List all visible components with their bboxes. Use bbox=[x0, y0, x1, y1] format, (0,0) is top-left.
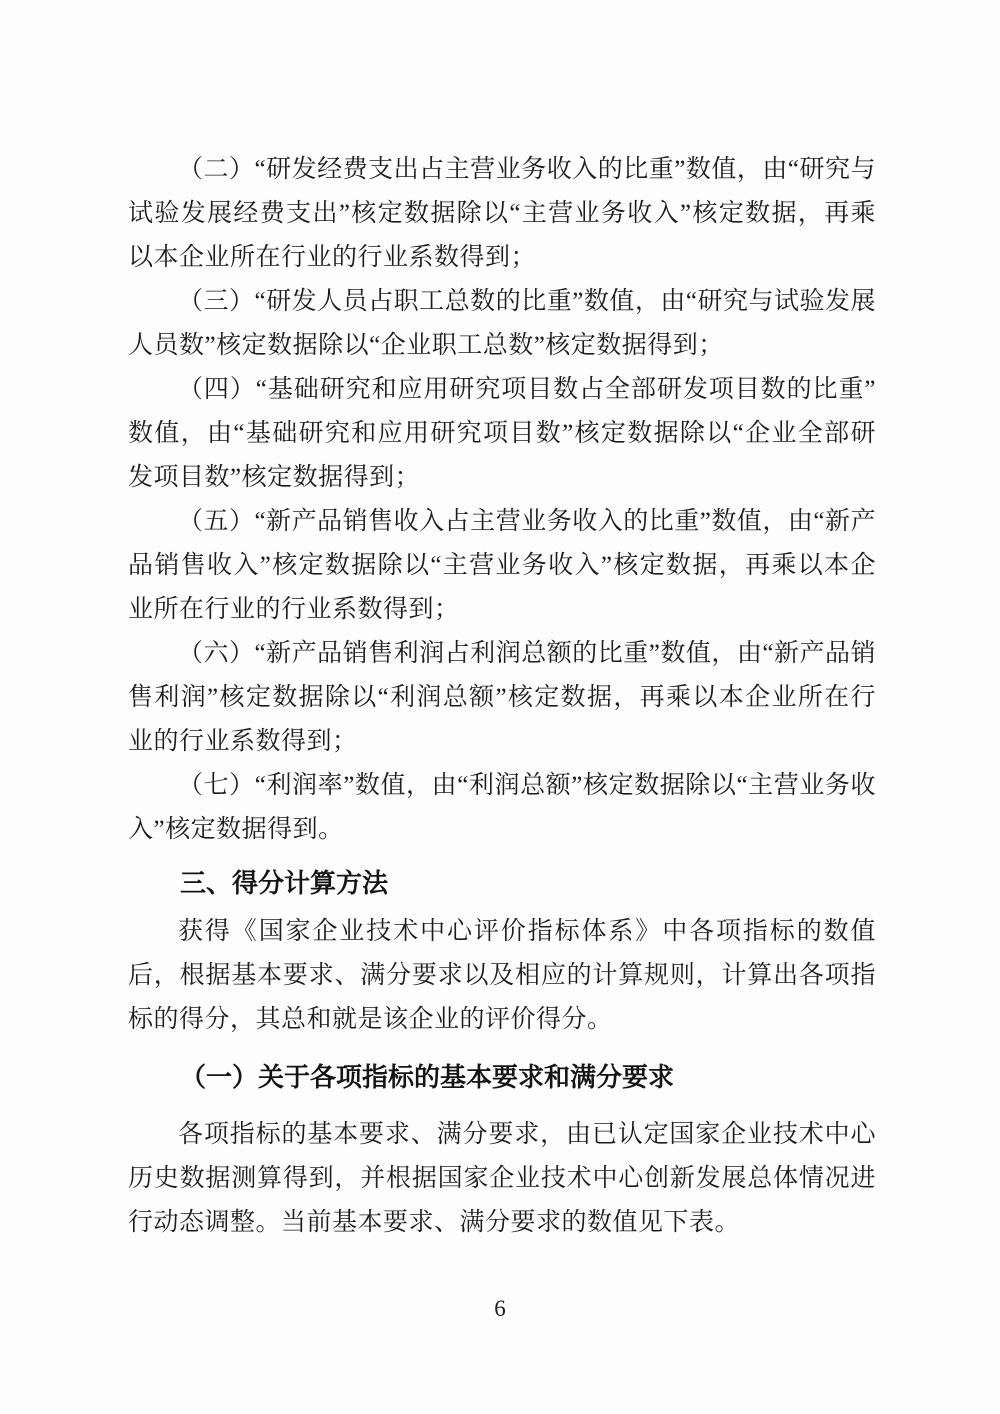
paragraph-indicator-6: （六）“新产品销售利润占利润总额的比重”数值，由“新产品销售利润”核定数据除以“利润总额”核定数据，再乘以本企业所在行业的行业系数得到； bbox=[128, 640, 876, 755]
paragraph-indicator-2: （二）“研发经费支出占主营业务收入的比重”数值，由“研究与试验发展经费支出”核定数据除以“主营业务收入”核定数据，再乘以本企业所在行业的行业系数得到； bbox=[128, 156, 876, 271]
page-footer bbox=[0, 1296, 1000, 1322]
paragraph-score-method-intro: 获得《国家企业技术中心评价指标体系》中各项指标的数值后，根据基本要求、满分要求以及相应的计算规则，计算出各项指标的得分，其总和就是该企业的评价得分。 bbox=[128, 918, 876, 1033]
page-number: 6 bbox=[494, 1296, 506, 1321]
subsection-heading-requirements: （一）关于各项指标的基本要求和满分要求 bbox=[180, 1063, 675, 1092]
paragraph-requirements-intro: 各项指标的基本要求、满分要求，由已认定国家企业技术中心历史数据测算得到，并根据国家企业技术中心创新发展总体情况进行动态调整。当前基本要求、满分要求的数值见下表。 bbox=[128, 1121, 876, 1236]
paragraph-indicator-4: （四）“基础研究和应用研究项目数占全部研发项目数的比重”数值，由“基础研究和应用研究项目数”核定数据除以“企业全部研发项目数”核定数据得到； bbox=[128, 376, 876, 491]
paragraph-indicator-3: （三）“研发人员占职工总数的比重”数值，由“研究与试验发展人员数”核定数据除以“企业职工总数”核定数据得到； bbox=[128, 288, 876, 359]
section-heading-score-method: 三、得分计算方法 bbox=[180, 868, 389, 898]
paragraph-indicator-7: （七）“利润率”数值，由“利润总额”核定数据除以“主营业务收入”核定数据得到。 bbox=[128, 772, 876, 843]
document-content bbox=[128, 148, 876, 1245]
paragraph-indicator-5: （五）“新产品销售收入占主营业务收入的比重”数值，由“新产品销售收入”核定数据除以“主营业务收入”核定数据，再乘以本企业所在行业的行业系数得到； bbox=[128, 508, 876, 623]
